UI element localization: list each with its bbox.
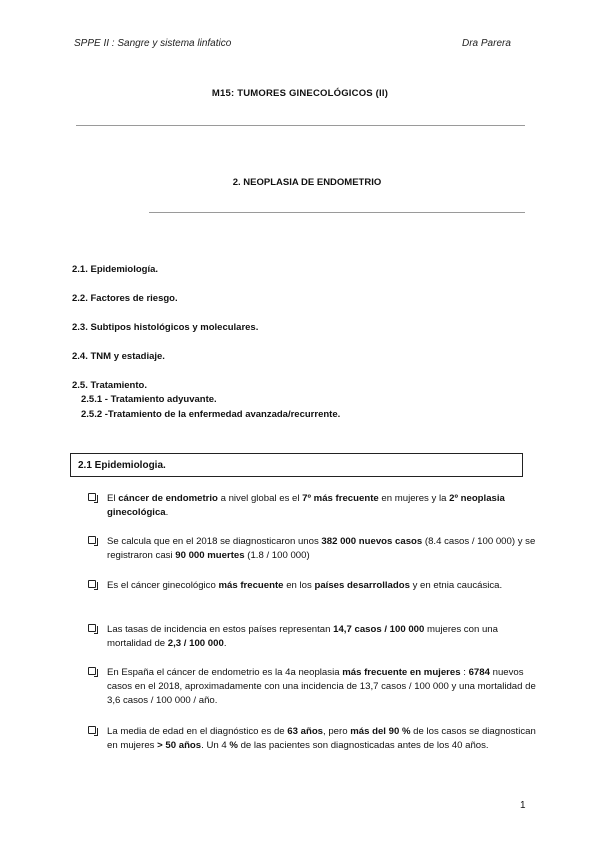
bullet-text: El cáncer de endometrio a nivel global es el 7º más frecuente en mujeres y la 2º neoplasia ginecológica. (107, 493, 505, 519)
title-divider (76, 125, 525, 126)
header-course-title: SPPE II : Sangre y sistema linfatico (74, 38, 232, 49)
bullet-text: En España el cáncer de endometrio es la 4a neoplasia más frecuente en mujeres : 6784 nuevos casos en el 2018, aproximadamente con una incidencia de 13,7 casos / 100 000 y una mortalidad de 3,6 casos / 100 000 / año. (107, 667, 536, 707)
toc-item: 2.2. Factores de riesgo. (72, 293, 178, 304)
toc-subitem: 2.5.1 - Tratamiento adyuvante. (81, 394, 217, 405)
bullet-item (88, 623, 536, 651)
toc-item: 2.1. Epidemiología. (72, 264, 159, 275)
document-title: M15: TUMORES GINECOLÓGICOS (II) (211, 88, 389, 99)
bullet-item (88, 535, 536, 563)
bullet-item (88, 666, 536, 709)
bullet-item (88, 492, 536, 520)
bullet-item (88, 579, 536, 593)
bullet-text: Se calcula que en el 2018 se diagnosticaron unos 382 000 nuevos casos (8.4 casos / 100 000) y se registraron casi 90 000 muertes (1.8 / 100 000) (107, 536, 536, 562)
bullet-item (88, 725, 536, 753)
toc-item: 2.3. Subtipos histológicos y moleculares. (72, 322, 259, 333)
bullet-text: Las tasas de incidencia en estos países representan 14,7 casos / 100 000 mujeres con una mortalidad de 2,3 / 100 000. (107, 624, 498, 650)
section-heading: 2.1 Epidemiologia. (78, 460, 166, 471)
bullet-text: Es el cáncer ginecológico más frecuente en los países desarrollados y en etnia caucásica. (107, 580, 503, 591)
chapter-title: 2. NEOPLASIA DE ENDOMETRIO (232, 177, 382, 188)
page-number: 1 (520, 800, 526, 811)
bullet-text: La media de edad en el diagnóstico es de 63 años, pero más del 90 % de los casos se diagnostican en mujeres > 50 años. Un 4 % de las pacientes son diagnosticadas antes de los 40 años. (107, 726, 536, 752)
toc-subitem: 2.5.2 -Tratamiento de la enfermedad avanzada/recurrente. (81, 409, 341, 420)
checkbox-bullet-icon (88, 536, 96, 544)
toc-item: 2.5. Tratamiento. (72, 380, 147, 391)
section-heading-box (70, 453, 523, 477)
checkbox-bullet-icon (88, 580, 96, 588)
checkbox-bullet-icon (88, 624, 96, 632)
checkbox-bullet-icon (88, 726, 96, 734)
header-author: Dra Parera (462, 38, 511, 49)
chapter-divider (149, 212, 525, 213)
checkbox-bullet-icon (88, 493, 96, 501)
toc-item: 2.4. TNM y estadiaje. (72, 351, 165, 362)
checkbox-bullet-icon (88, 667, 96, 675)
